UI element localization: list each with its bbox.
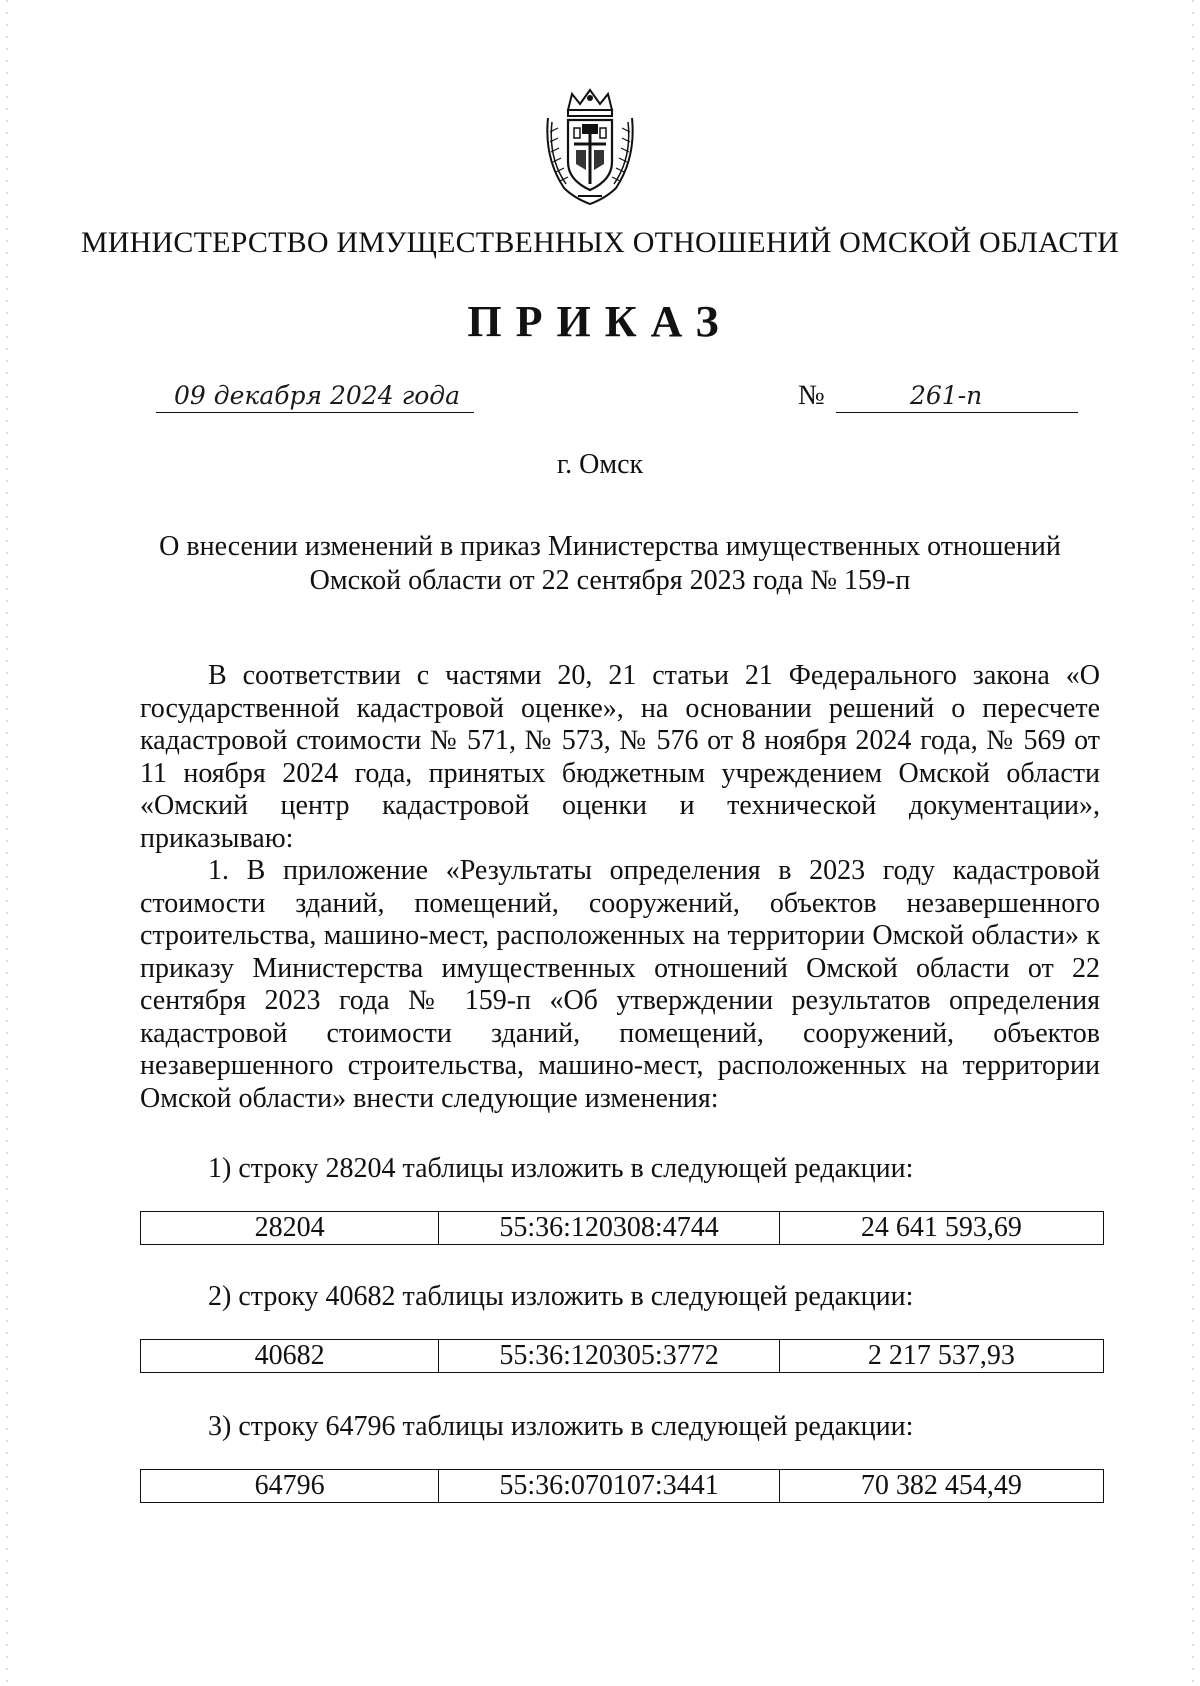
document-type-title: ПРИКАЗ <box>467 297 733 346</box>
table-row <box>141 1340 1104 1373</box>
omsk-coat-of-arms-icon <box>538 88 642 206</box>
cadastral-value-cell: 24 641 593,69 <box>779 1212 1103 1245</box>
order-number-field <box>836 381 1078 413</box>
ministry-name: МИНИСТЕРСТВО ИМУЩЕСТВЕННЫХ ОТНОШЕНИЙ ОМСКОЙ ОБЛАСТИ <box>80 226 1120 259</box>
cadastral-value-cell: 70 382 454,49 <box>779 1470 1103 1503</box>
amendment-table-3 <box>140 1469 1104 1503</box>
amendment-item-1: 1) строку 28204 таблицы изложить в следующей редакции: <box>208 1153 914 1184</box>
amendment-item-3: 3) строку 64796 таблицы изложить в следующей редакции: <box>208 1411 914 1442</box>
preamble-paragraph: В соответствии с частями 20, 21 статьи 21 Федерального закона «О государственной кадастровой оценке», на основании решений о пересчете кадастровой стоимости № 571, № 573, № 576 от 8 ноября 2024 года, № 569 от 11 ноября 2024 года, принятых бюджетным учреждением Омской области «Омский центр кадастровой оценки и технической документации», приказываю: <box>140 660 1100 854</box>
cadastral-number-cell: 55:36:070107:3441 <box>439 1470 780 1503</box>
row-number-cell: 40682 <box>141 1340 439 1373</box>
table-row <box>141 1470 1104 1503</box>
order-number-handwritten: 261-п <box>910 381 983 410</box>
cadastral-number-cell: 55:36:120308:4744 <box>439 1212 780 1245</box>
order-number-label: № <box>798 380 825 411</box>
order-date-handwritten: 09 декабря 2024 года <box>174 381 460 410</box>
table-row <box>141 1212 1104 1245</box>
row-number-cell: 28204 <box>141 1212 439 1245</box>
cadastral-value-cell: 2 217 537,93 <box>779 1340 1103 1373</box>
order-body <box>140 660 1100 1115</box>
order-subject <box>140 530 1080 598</box>
order-subject-line-2: Омской области от 22 сентября 2023 года № 159-п <box>309 565 911 596</box>
amendment-item-2: 2) строку 40682 таблицы изложить в следующей редакции: <box>208 1281 914 1312</box>
amendment-table-2 <box>140 1339 1104 1373</box>
row-number-cell: 64796 <box>141 1470 439 1503</box>
city-name: г. Омск <box>556 449 644 480</box>
amendment-table-1 <box>140 1211 1104 1245</box>
clause-1-paragraph: 1. В приложение «Результаты определения в 2023 году кадастровой стоимости зданий, помещений, сооружений, объектов незавершенного строительства, машино-мест, расположенных на территории Омской области» к приказу Министерства имущественных отношений Омской области от 22 сентября 2023 года № 159-п «Об утверждении результатов определения кадастровой стоимости зданий, помещений, сооружений, объектов незавершенного строительства, машино-мест, расположенных на территории Омской области» внести следующие изменения: <box>140 855 1100 1114</box>
order-date-field <box>156 381 474 413</box>
cadastral-number-cell: 55:36:120305:3772 <box>439 1340 780 1373</box>
order-subject-line-1: О внесении изменений в приказ Министерства имущественных отношений <box>159 531 1061 562</box>
